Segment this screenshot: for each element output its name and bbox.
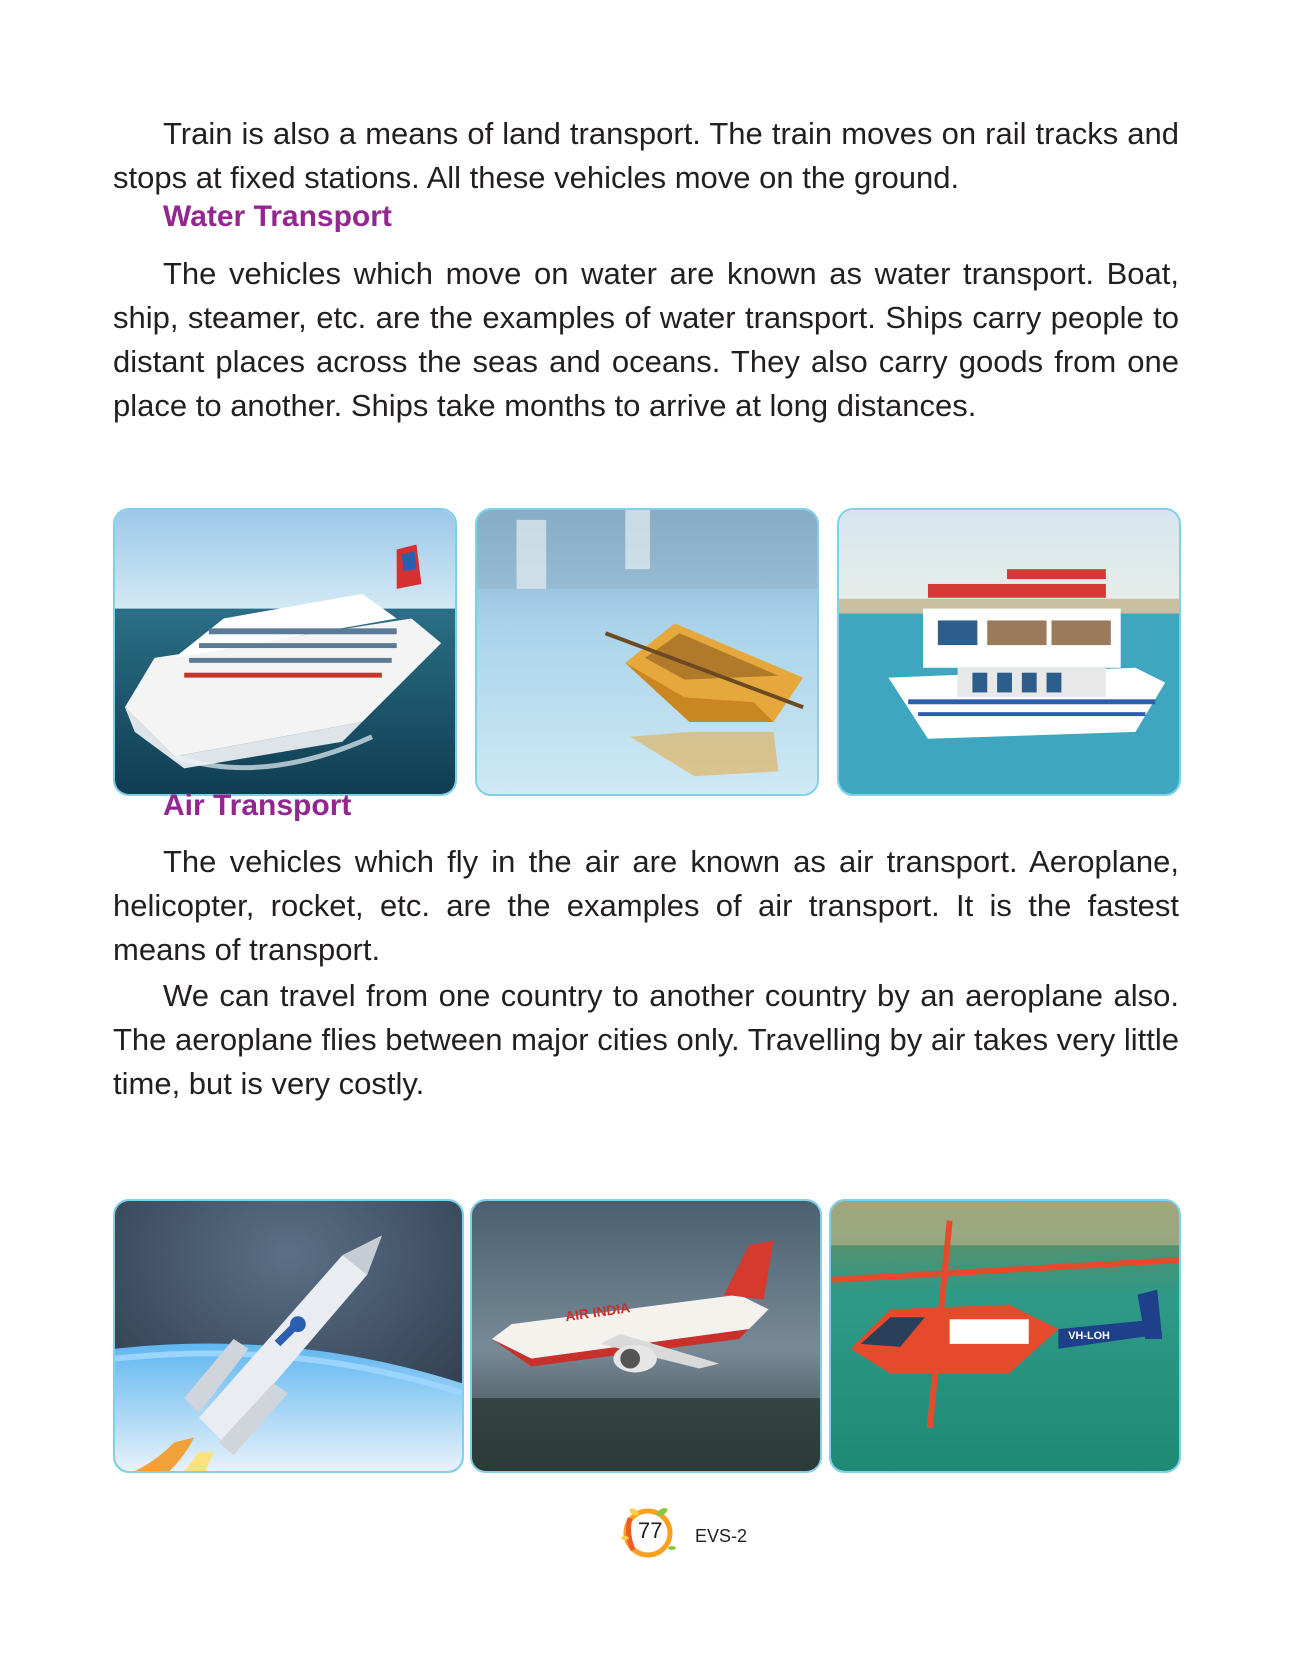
airline-livery-text: AIR INDIA xyxy=(564,1299,631,1325)
water-transport-photos xyxy=(113,508,1181,798)
air-transport-photos xyxy=(113,1199,1181,1473)
air-transport-paragraph: The vehicles which fly in the air are known as air transport. Aeroplane, helicopter, rocket, etc. are the examples of air transport. It is the fastest means of transport. xyxy=(113,844,1179,967)
water-transport-heading: Water Transport xyxy=(163,200,392,233)
helicopter-image xyxy=(829,1199,1181,1473)
helicopter-registration-text: VH-LOH xyxy=(1068,1329,1110,1342)
aeroplane-paragraph: We can travel from one country to another country by an aeroplane also. The aeroplane flies between major cities only. Travelling by air takes very little time, but is very costly. xyxy=(113,978,1179,1101)
aeroplane-image xyxy=(470,1199,822,1473)
water-transport-paragraph: The vehicles which move on water are known as water transport. Boat, ship, steamer, etc. are the examples of water transport. Ships carry people to distant places across the seas and oceans. They also carry goods from one place to another. Ships take months to arrive at long distances. xyxy=(113,256,1179,423)
book-code: EVS-2 xyxy=(695,1526,748,1546)
cruise-ship-image xyxy=(113,508,457,796)
train-paragraph: Train is also a means of land transport. The train moves on rail tracks and stops at fixed stations. All these vehicles move on the ground. xyxy=(113,116,1179,195)
page-number: 77 xyxy=(638,1518,663,1543)
wooden-boat-image xyxy=(475,508,819,796)
air-transport-heading: Air Transport xyxy=(163,789,352,822)
page-footer xyxy=(600,1498,800,1568)
rocket-image xyxy=(113,1199,464,1473)
ferry-boat-image xyxy=(837,508,1181,796)
